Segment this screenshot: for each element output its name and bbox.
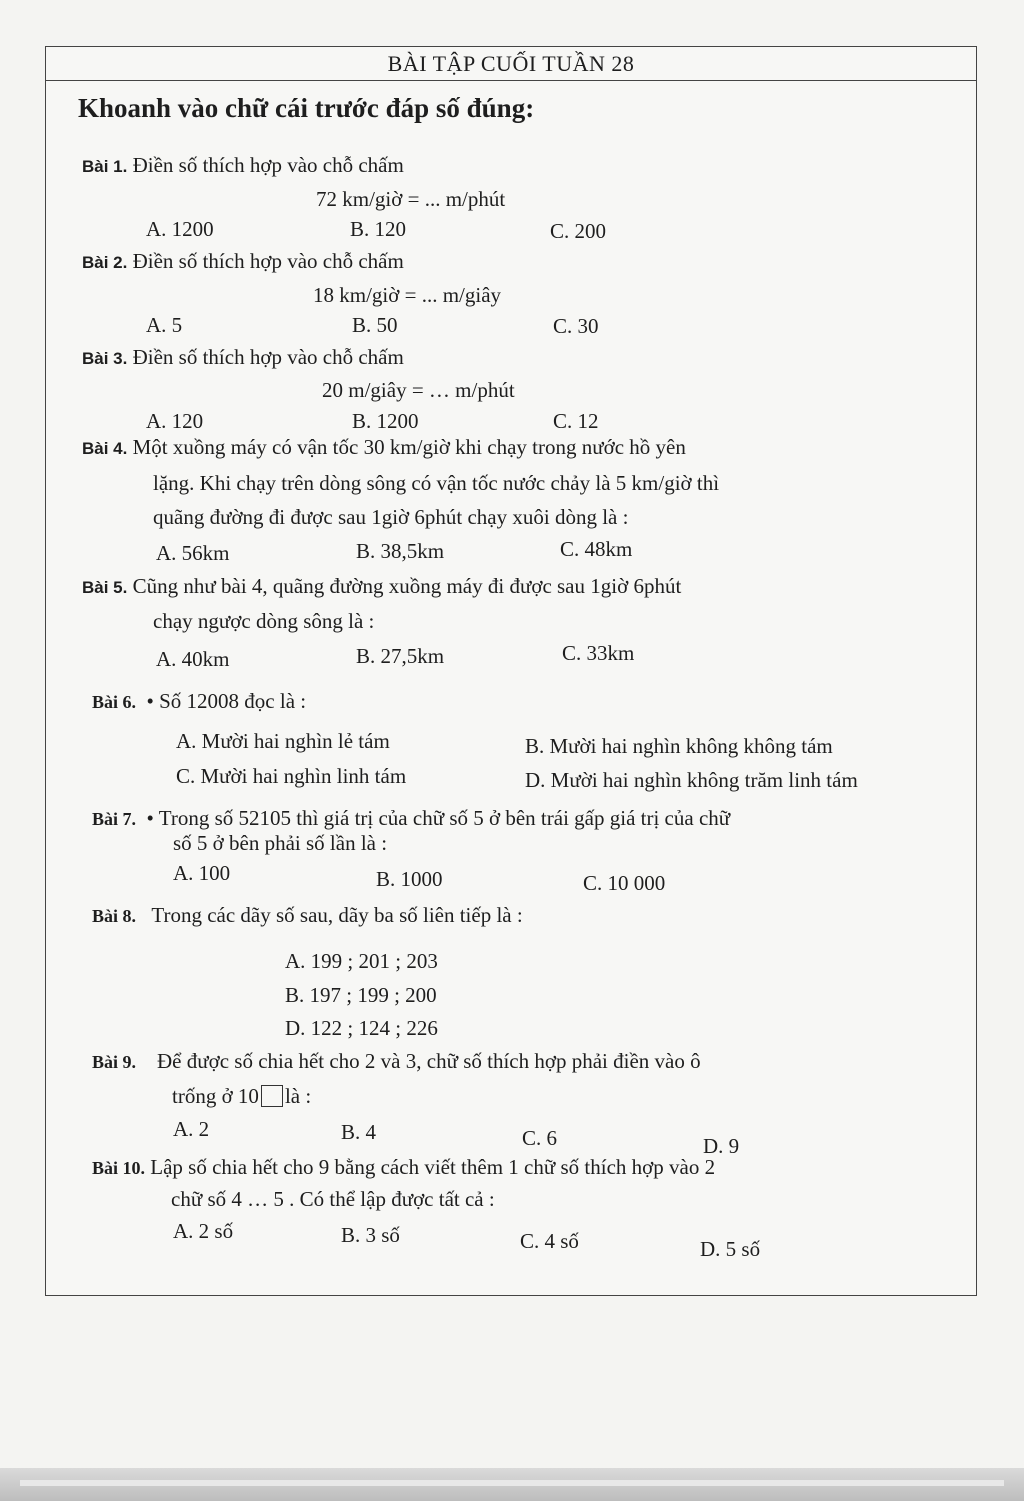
- question-7-option-a[interactable]: A. 100: [173, 861, 231, 885]
- question-4-option-c[interactable]: C. 48km: [560, 537, 633, 561]
- question-5-line-1: Cũng như bài 4, quãng đường xuồng máy đi được sau 1giờ 6phút: [132, 574, 682, 598]
- question-4-line-3: quãng đường đi được sau 1giờ 6phút chạy xuôi dòng là :: [153, 505, 629, 529]
- question-9-option-d[interactable]: D. 9: [703, 1134, 740, 1158]
- question-6: Bài 6. • Số 12008 đọc là :: [92, 689, 307, 713]
- question-4-line-2: lặng. Khi chạy trên dòng sông có vận tốc nước chảy là 5 km/giờ thì: [153, 471, 720, 495]
- question-1-option-c[interactable]: C. 200: [550, 219, 607, 243]
- question-10-option-b[interactable]: B. 3 số: [341, 1223, 400, 1247]
- blank-square: [261, 1085, 283, 1107]
- question-7-line-2: số 5 ở bên phải số lần là :: [173, 831, 388, 855]
- question-9-option-a[interactable]: A. 2: [173, 1117, 210, 1141]
- worksheet-title: BÀI TẬP CUỐI TUẦN 28: [46, 47, 976, 81]
- question-5-line-2: chạy ngược dòng sông là :: [153, 609, 375, 633]
- question-2-text: Điền số thích hợp vào chỗ chấm: [132, 249, 404, 273]
- question-5-option-c[interactable]: C. 33km: [562, 641, 635, 665]
- question-9-option-b[interactable]: B. 4: [341, 1120, 377, 1144]
- question-2-option-b[interactable]: B. 50: [352, 313, 398, 337]
- question-10-line-2: chữ số 4 … 5 . Có thể lập được tất cả :: [171, 1187, 495, 1211]
- question-2-label: Bài 2.: [82, 253, 128, 272]
- question-7: Bài 7. • Trong số 52105 thì giá trị của chữ số 5 ở bên trái gấp giá trị của chữ: [92, 806, 731, 830]
- question-6-option-a[interactable]: A. Mười hai nghìn lẻ tám: [176, 729, 390, 753]
- question-7-label: Bài 7.: [92, 809, 137, 829]
- question-9-line-2-start: trống ở 10: [172, 1084, 259, 1108]
- question-6-label: Bài 6.: [92, 692, 137, 712]
- question-4-label: Bài 4.: [82, 439, 128, 458]
- question-1: [82, 152, 404, 180]
- question-1-text: Điền số thích hợp vào chỗ chấm: [132, 153, 404, 177]
- question-9-label: Bài 9.: [92, 1052, 137, 1072]
- question-1-option-a[interactable]: A. 1200: [146, 217, 214, 241]
- question-5-option-a[interactable]: A. 40km: [156, 647, 230, 671]
- question-10-option-d[interactable]: D. 5 số: [700, 1237, 761, 1261]
- question-7-option-c[interactable]: C. 10 000: [583, 871, 666, 895]
- question-10-option-c[interactable]: C. 4 số: [520, 1229, 579, 1253]
- question-1-expression: 72 km/giờ = ... m/phút: [316, 187, 506, 211]
- question-2-option-c[interactable]: C. 30: [553, 314, 599, 338]
- question-7-option-b[interactable]: B. 1000: [376, 867, 443, 891]
- bottom-scroll-edge: [0, 1468, 1024, 1501]
- question-4-option-a[interactable]: A. 56km: [156, 541, 230, 565]
- question-3: [82, 344, 404, 372]
- question-4-line-1: Một xuồng máy có vận tốc 30 km/giờ khi chạy trong nước hồ yên: [132, 435, 686, 459]
- question-9-option-c[interactable]: C. 6: [522, 1126, 558, 1150]
- question-5-label: Bài 5.: [82, 578, 128, 597]
- question-6-text: Số 12008 đọc là :: [159, 689, 307, 713]
- question-2-option-a[interactable]: A. 5: [146, 313, 183, 337]
- question-7-line-1: Trong số 52105 thì giá trị của chữ số 5 ở bên trái gấp giá trị của chữ: [158, 806, 731, 830]
- question-6-option-c[interactable]: C. Mười hai nghìn linh tám: [176, 764, 407, 788]
- question-8-option-a[interactable]: A. 199 ; 201 ; 203: [285, 949, 438, 973]
- question-9-line-2-end: là :: [284, 1084, 312, 1108]
- question-1-option-b[interactable]: B. 120: [350, 217, 407, 241]
- question-5: [82, 573, 681, 601]
- question-10-label: Bài 10.: [92, 1158, 146, 1178]
- question-4-option-b[interactable]: B. 38,5km: [356, 539, 445, 563]
- question-10-line-1: Lập số chia hết cho 9 bằng cách viết thêm 1 chữ số thích hợp vào 2: [150, 1155, 716, 1179]
- question-9-line-1: Để được số chia hết cho 2 và 3, chữ số thích hợp phải điền vào ô: [157, 1049, 701, 1073]
- question-8-label: Bài 8.: [92, 906, 137, 926]
- question-3-option-c[interactable]: C. 12: [553, 409, 599, 433]
- question-9: [92, 1048, 701, 1075]
- question-2-expression: 18 km/giờ = ... m/giây: [313, 283, 502, 307]
- question-5-option-b[interactable]: B. 27,5km: [356, 644, 445, 668]
- question-2: [82, 248, 404, 276]
- question-4: [82, 434, 686, 462]
- question-3-option-b[interactable]: B. 1200: [352, 409, 419, 433]
- question-6-option-b[interactable]: B. Mười hai nghìn không không tám: [525, 734, 833, 758]
- question-9-line-2: [172, 1083, 311, 1109]
- question-6-option-d[interactable]: D. Mười hai nghìn không trăm linh tám: [525, 768, 858, 792]
- question-8-option-d[interactable]: D. 122 ; 124 ; 226: [285, 1016, 438, 1040]
- question-10: [92, 1154, 715, 1181]
- question-3-label: Bài 3.: [82, 349, 128, 368]
- instruction: Khoanh vào chữ cái trước đáp số đúng:: [78, 93, 535, 123]
- question-10-option-a[interactable]: A. 2 số: [173, 1219, 234, 1243]
- question-8-text: Trong các dãy số sau, dãy ba số liên tiếp là :: [151, 903, 523, 927]
- bottom-edge-bar: [20, 1480, 1004, 1486]
- question-8-option-b[interactable]: B. 197 ; 199 ; 200: [285, 983, 437, 1007]
- question-3-expression: 20 m/giây = … m/phút: [322, 378, 515, 402]
- question-3-text: Điền số thích hợp vào chỗ chấm: [132, 345, 404, 369]
- question-8: [92, 902, 523, 929]
- question-3-option-a[interactable]: A. 120: [146, 409, 204, 433]
- question-1-label: Bài 1.: [82, 157, 128, 176]
